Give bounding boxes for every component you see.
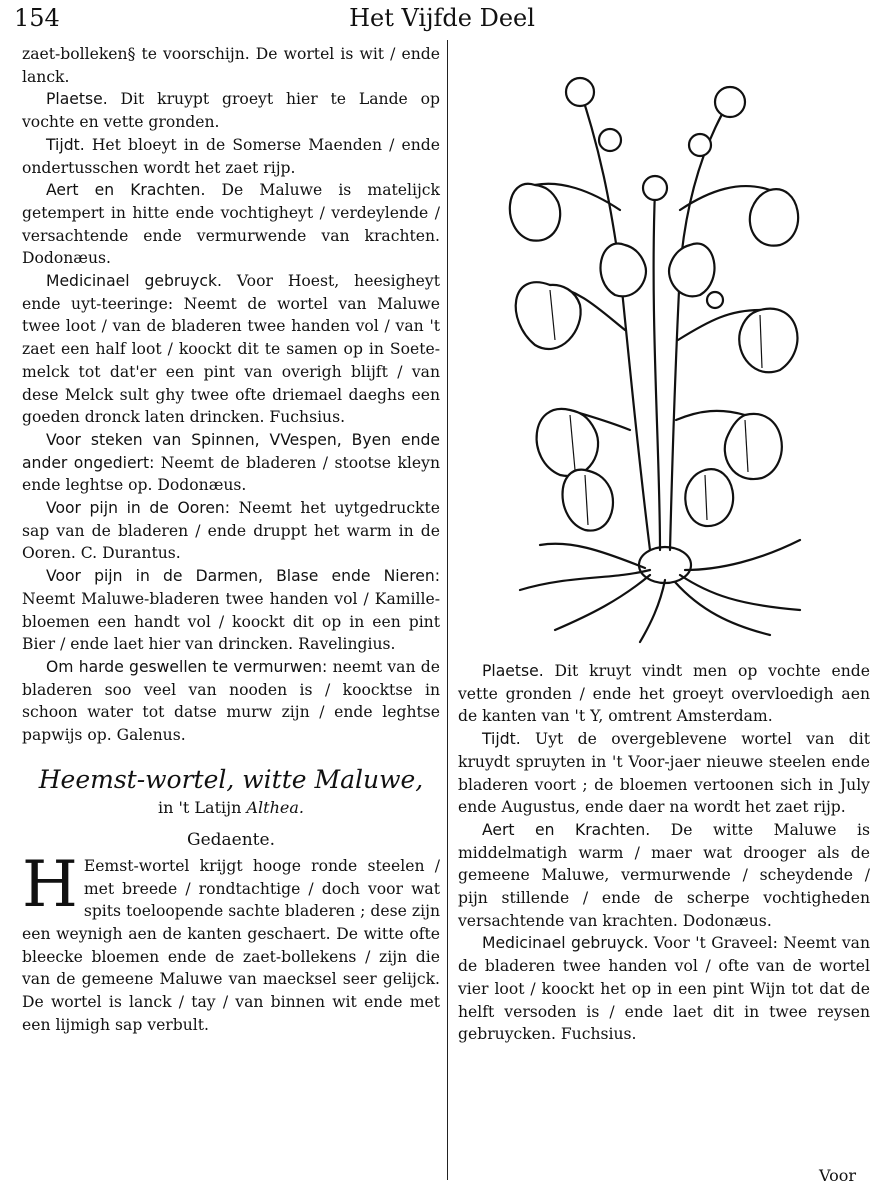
sub-heading: Gedaente.	[187, 829, 275, 850]
heading-subtitle: in 't Latijn Althea.	[158, 797, 304, 817]
paragraph: Tijdt. Het bloeyt in de Somerse Maenden / ende ondertusschen wordt het zaet rijp.	[22, 135, 440, 177]
paragraph: Plaetse. Dit kruypt groeyt hier te Lande op vochte en vette gronden.	[22, 90, 440, 132]
paragraph: zaet-bolleken§ te voorschijn. De wortel is wit / ende lanck.	[22, 45, 440, 86]
section-heading: Heemst-wortel, witte Maluwe,	[38, 764, 424, 794]
right-column	[458, 660, 870, 1046]
paragraph: Voor pijn in de Darmen, Blase ende Nieren: Neemt Maluwe-bladeren twee handen vol / Kamille-bloemen een handt vol / koockt dit op in een pint Bier / ende laet hier van drincken. Ravelingius.	[22, 567, 440, 654]
paragraph: Medicinael gebruyck. Voor Hoest, heesigheyt ende uyt-teeringe: Neemt de wortel van Maluwe twee loot / van de bladeren twee handen vol / van 't zaet een half loot / koockt dit te samen op in Soete-melck tot dat'er een pint van overigh blijft / van dese Melck sult ghy twee ofte driemael daeghs een goeden dronck laten drincken. Fuchsius.	[22, 272, 440, 427]
running-title: Het Vijfde Deel	[349, 4, 535, 32]
woodcut-plant-illustration	[500, 70, 820, 645]
paragraph: H Eemst-wortel krijgt hooge ronde steelen / met breede / rondtachtige / doch voor wat spits toeloopende sachte bladeren ; dese zijn een weynigh aen de kanten geschaert. De witte ofte bleecke bloemen ende de zaet-bollekens / zijn die van de gemeene Maluwe van maecksel seer gelijck. De wortel is lanck / tay / van binnen wit ende met een lijmigh sap verbult.	[22, 847, 440, 1034]
latin-name: Althea.	[246, 797, 304, 817]
catchword: Voor	[819, 1166, 856, 1185]
paragraph: Om harde geswellen te vermurwen: neemt van de bladeren soo veel van nooden is / koocktse in schoon water tot datse murw zijn / ende leghtse papwijs op. Galenus.	[22, 657, 440, 745]
paragraph: Medicinael gebruyck. Voor 't Graveel: Neemt van de bladeren twee handen vol / ofte van de wortel vier loot / koockt het op in een pint Wijn tot dat de helft versoden is / ende laet dit in twee reysen gebruycken. Fuchsius.	[458, 934, 870, 1044]
paragraph: Plaetse. Dit kruyt vindt men op vochte ende vette gronden / ende het groeyt overvloedigh aen de kanten van 't Y, omtrent Amsterdam.	[458, 662, 870, 726]
paragraph: Voor pijn in de Ooren: Neemt het uytgedruckte sap van de bladeren / ende druppt het warm in de Ooren. C. Durantus.	[22, 499, 440, 563]
paragraph: Tijdt. Uyt de overgeblevene wortel van dit kruydt spruyten in 't Voor-jaer nieuwe steelen ende bladeren voort ; de bloemen vertoonen sich in July ende Augustus, ende daer na wordt het zaet rijp.	[458, 730, 870, 817]
paragraph: Aert en Krachten. De Maluwe is matelijck getempert in hitte ende vochtigheyt / verdeylende / versachtende ende vermurwende van krachten. Dodonæus.	[22, 181, 440, 268]
left-column	[22, 43, 440, 1036]
paragraph: Voor steken van Spinnen, VVespen, Byen ende ander ongediert: Neemt de bladeren / stootse kleyn ende leghtse op. Dodonæus.	[22, 430, 440, 495]
page-number: 154	[14, 4, 60, 32]
drop-cap: H	[22, 847, 78, 922]
paragraph: Aert en Krachten. De witte Maluwe is middelmatigh warm / maer wat drooger als de gemeene Maluwe, vermurwende / scheydende / pijn stillende / ende de scherpe vochtigheden versachtende van krachten. Dodonæus.	[458, 820, 870, 930]
column-divider	[447, 40, 448, 1180]
